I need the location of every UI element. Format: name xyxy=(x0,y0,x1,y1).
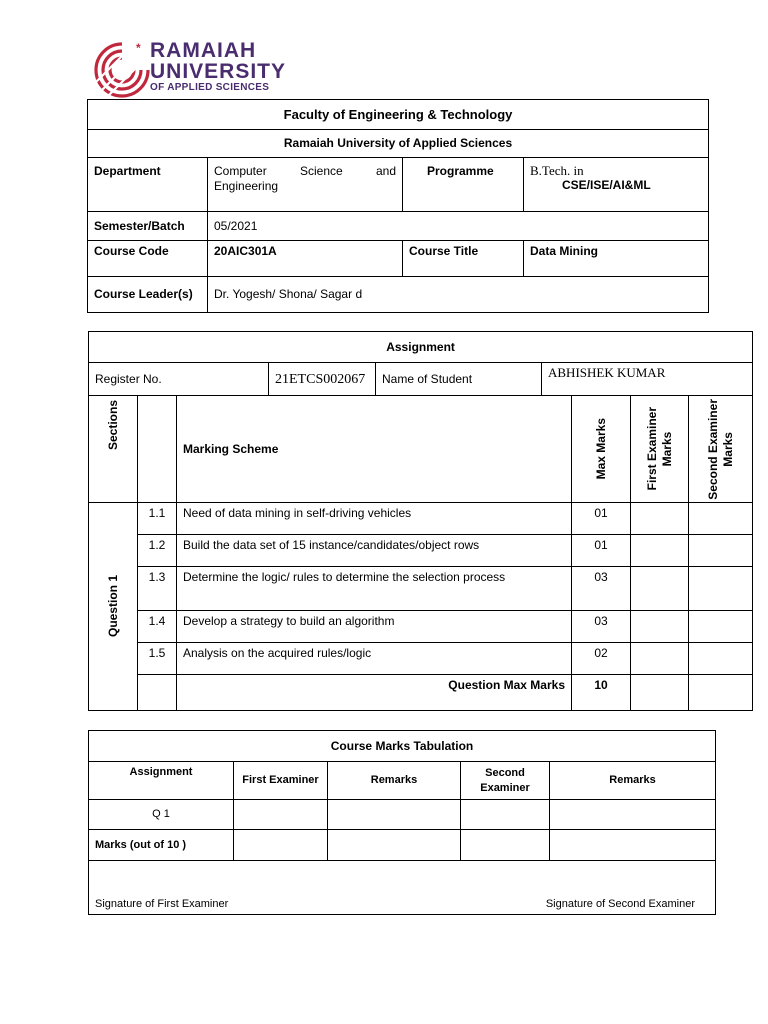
total-number-cell xyxy=(138,675,177,711)
logo-line-1: RAMAIAH xyxy=(150,39,257,62)
q1-second-examiner[interactable] xyxy=(461,800,550,830)
col-remarks-2: Remarks xyxy=(550,762,716,800)
item-description: Develop a strategy to build an algorithm xyxy=(177,611,572,643)
logo-line-2: UNIVERSITY xyxy=(150,60,287,83)
total-value: 10 xyxy=(572,675,631,711)
table-row xyxy=(89,643,753,675)
department-line-1: Computer Science and xyxy=(214,164,396,178)
max-marks-header xyxy=(572,396,631,503)
marking-scheme-header: Marking Scheme xyxy=(177,396,572,503)
department-value xyxy=(208,158,403,212)
programme-line-1: B.Tech. in xyxy=(530,163,584,178)
first-examiner-mark[interactable] xyxy=(631,503,689,535)
course-title-label: Course Title xyxy=(403,241,524,277)
svg-text:*: * xyxy=(136,41,141,55)
student-name-value: ABHISHEK KUMAR xyxy=(542,363,753,396)
table-row xyxy=(89,567,753,611)
q1-remarks-1[interactable] xyxy=(328,800,461,830)
item-number: 1.1 xyxy=(138,503,177,535)
marks-tabulation-table xyxy=(88,730,716,915)
assignment-heading: Assignment xyxy=(89,332,753,363)
course-leader-value: Dr. Yogesh/ Shona/ Sagar d xyxy=(208,277,709,313)
item-number: 1.3 xyxy=(138,567,177,611)
first-examiner-mark[interactable] xyxy=(631,611,689,643)
second-examiner-mark[interactable] xyxy=(689,567,753,611)
item-description: Analysis on the acquired rules/logic xyxy=(177,643,572,675)
item-description: Determine the logic/ rules to determine the selection process xyxy=(177,567,572,611)
course-code-value: 20AIC301A xyxy=(208,241,403,277)
signature-second-examiner: Signature of Second Examiner xyxy=(545,898,696,910)
second-examiner-mark[interactable] xyxy=(689,611,753,643)
item-number: 1.5 xyxy=(138,643,177,675)
first-examiner-mark[interactable] xyxy=(631,535,689,567)
item-max-marks: 03 xyxy=(572,611,631,643)
first-examiner-header xyxy=(631,396,689,503)
first-examiner-label-1: First Examiner xyxy=(644,407,659,491)
item-max-marks: 02 xyxy=(572,643,631,675)
second-examiner-mark[interactable] xyxy=(689,535,753,567)
sections-header xyxy=(89,396,138,503)
item-description: Build the data set of 15 instance/candidates/object rows xyxy=(177,535,572,567)
item-max-marks: 01 xyxy=(572,503,631,535)
second-examiner-label-1: Second Examiner xyxy=(705,398,720,500)
item-max-marks: 03 xyxy=(572,567,631,611)
course-code-label: Course Code xyxy=(88,241,208,277)
register-label: Register No. xyxy=(89,363,269,396)
item-number: 1.4 xyxy=(138,611,177,643)
marks-first-examiner[interactable] xyxy=(234,830,328,861)
table-row xyxy=(89,800,716,830)
faculty-heading: Faculty of Engineering & Technology xyxy=(88,100,709,130)
table-row xyxy=(89,535,753,567)
first-examiner-mark[interactable] xyxy=(631,643,689,675)
programme-label: Programme xyxy=(403,158,524,212)
university-heading: Ramaiah University of Applied Sciences xyxy=(88,130,709,158)
logo-line-3: OF APPLIED SCIENCES xyxy=(150,82,270,93)
university-logo xyxy=(92,40,152,98)
col-second-examiner xyxy=(461,762,550,800)
table-row xyxy=(89,503,753,535)
col-second-examiner-line-1: Second xyxy=(485,766,525,779)
table-row xyxy=(89,675,753,711)
student-name-label: Name of Student xyxy=(376,363,542,396)
logo-wordmark xyxy=(150,40,286,94)
semester-label: Semester/Batch xyxy=(88,212,208,241)
q1-remarks-2[interactable] xyxy=(550,800,716,830)
second-examiner-label xyxy=(706,399,736,500)
second-examiner-label-2: Marks xyxy=(720,431,735,467)
signature-row xyxy=(89,861,716,915)
course-title-value: Data Mining xyxy=(524,241,709,277)
programme-line-2: CSE/ISE/AI&ML xyxy=(562,178,651,192)
marks-remarks-2[interactable] xyxy=(550,830,716,861)
first-examiner-label xyxy=(645,407,675,490)
second-examiner-header xyxy=(689,396,753,503)
course-leader-label: Course Leader(s) xyxy=(88,277,208,313)
second-examiner-total[interactable] xyxy=(689,675,753,711)
first-examiner-label-2: Marks xyxy=(659,431,674,467)
first-examiner-mark[interactable] xyxy=(631,567,689,611)
item-max-marks: 01 xyxy=(572,535,631,567)
first-examiner-total[interactable] xyxy=(631,675,689,711)
row-q1-label: Q 1 xyxy=(89,800,234,830)
semester-value: 05/2021 xyxy=(208,212,709,241)
department-line-2: Engineering xyxy=(214,179,279,193)
tabulation-heading: Course Marks Tabulation xyxy=(89,731,716,762)
question-label: Question 1 xyxy=(105,575,120,638)
second-examiner-mark[interactable] xyxy=(689,503,753,535)
item-number-header xyxy=(138,396,177,503)
max-marks-label: Max Marks xyxy=(593,418,608,480)
item-description: Need of data mining in self-driving vehicles xyxy=(177,503,572,535)
row-marks-label: Marks (out of 10 ) xyxy=(89,830,234,861)
register-value: 21ETCS002067 xyxy=(269,363,376,396)
marks-remarks-1[interactable] xyxy=(328,830,461,861)
col-first-examiner: First Examiner xyxy=(234,762,328,800)
marks-second-examiner[interactable] xyxy=(461,830,550,861)
second-examiner-mark[interactable] xyxy=(689,643,753,675)
question-section-cell xyxy=(89,503,138,711)
assignment-table xyxy=(88,331,753,711)
department-label: Department xyxy=(88,158,208,212)
q1-first-examiner[interactable] xyxy=(234,800,328,830)
table-row xyxy=(89,611,753,643)
course-info-table xyxy=(87,99,709,313)
signature-first-examiner: Signature of First Examiner xyxy=(95,898,229,910)
col-assignment: Assignment xyxy=(89,762,234,800)
col-remarks-1: Remarks xyxy=(328,762,461,800)
sections-label: Sections xyxy=(105,400,120,451)
total-label: Question Max Marks xyxy=(177,675,572,711)
col-second-examiner-line-2: Examiner xyxy=(480,781,530,794)
table-row xyxy=(89,830,716,861)
item-number: 1.2 xyxy=(138,535,177,567)
programme-value xyxy=(524,158,709,212)
